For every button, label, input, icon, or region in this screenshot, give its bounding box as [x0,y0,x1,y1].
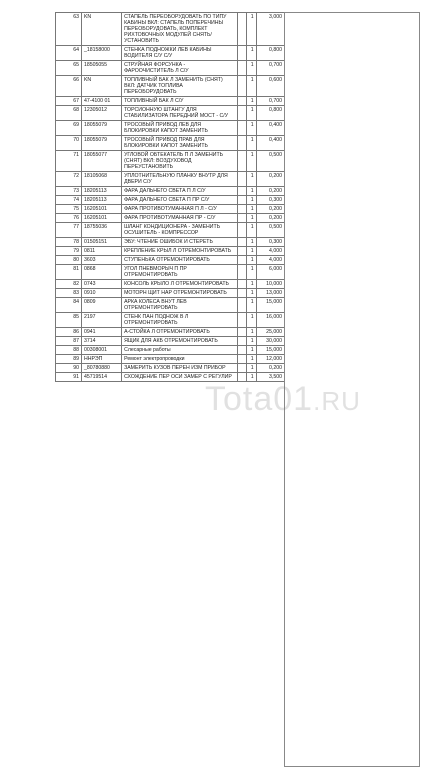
row-number: 81 [56,265,82,280]
row-empty [237,265,246,280]
row-code: 18755036 [81,223,121,238]
row-name: УГОЛ ПНЕВМОРЫЧ П ПР ОТРЕМОНТИРОВАТЬ [122,265,238,280]
row-amount: 15,000 [256,298,284,313]
row-number: 86 [56,328,82,337]
side-panel [284,12,420,767]
row-quantity: 1 [247,247,256,256]
row-empty [237,337,246,346]
table-row [56,13,285,46]
table-row [56,256,285,265]
row-amount: 0,600 [256,76,284,97]
row-amount: 3,000 [256,13,284,46]
row-name: ФАРА ДАЛЬНЕГО СВЕТА П Л С/У [122,187,238,196]
row-number: 90 [56,364,82,373]
row-empty [237,247,246,256]
row-amount: 30,000 [256,337,284,346]
table-row [56,214,285,223]
row-empty [237,223,246,238]
row-quantity: 1 [247,196,256,205]
row-code: 45719514 [81,373,121,382]
row-amount: 16,000 [256,313,284,328]
table-row [56,346,285,355]
row-code: 16205101 [81,205,121,214]
table-row [56,121,285,136]
row-quantity: 1 [247,214,256,223]
row-number: 77 [56,223,82,238]
row-empty [237,280,246,289]
row-code: ННРЭП [81,355,121,364]
row-code: 18055079 [81,121,121,136]
row-code: 3603 [81,256,121,265]
row-empty [237,187,246,196]
table-row [56,106,285,121]
table-row [56,280,285,289]
row-quantity: 1 [247,97,256,106]
row-empty [237,136,246,151]
row-code: 18205113 [81,187,121,196]
row-empty [237,61,246,76]
row-quantity: 1 [247,373,256,382]
row-empty [237,205,246,214]
row-number: 80 [56,256,82,265]
row-name: А-СТОЙКА Л ОТРЕМОНТИРОВАТЬ [122,328,238,337]
row-empty [237,97,246,106]
row-code: 18055079 [81,136,121,151]
row-empty [237,256,246,265]
table-row [56,247,285,256]
row-quantity: 1 [247,289,256,298]
row-code: 0809 [81,298,121,313]
row-quantity: 1 [247,13,256,46]
row-amount: 0,500 [256,223,284,238]
row-name: СТЕНК ПАН ПОДНОЖ В Л ОТРЕМОНТИРОВАТЬ [122,313,238,328]
row-quantity: 1 [247,172,256,187]
row-name: ЯЩИК ДЛЯ АКБ ОТРЕМОНТИРОВАТЬ [122,337,238,346]
row-amount: 0,700 [256,61,284,76]
row-empty [237,355,246,364]
row-number: 76 [56,214,82,223]
row-code: 0743 [81,280,121,289]
row-code: 00308001 [81,346,121,355]
row-quantity: 1 [247,328,256,337]
row-quantity: 1 [247,346,256,355]
row-code: _80780880 [81,364,121,373]
row-amount: 0,200 [256,205,284,214]
row-quantity: 1 [247,46,256,61]
table-row [56,46,285,61]
row-amount: 0,400 [256,136,284,151]
row-empty [237,214,246,223]
table-row [56,76,285,97]
row-code: KN [81,13,121,46]
row-number: 73 [56,187,82,196]
row-code: 0910 [81,289,121,298]
row-code: 18205113 [81,196,121,205]
row-code: 3714 [81,337,121,346]
row-number: 75 [56,205,82,214]
work-order-table [55,12,285,382]
table-row [56,328,285,337]
row-amount: 0,400 [256,121,284,136]
row-name: МОТОРН ЩИТ НАР ОТРЕМОНТИРОВАТЬ [122,289,238,298]
row-name: ТОРСИОННУЮ ШТАНГУ ДЛЯ СТАБИЛИЗАТОРА ПЕРЕДНИЙ МОСТ - С/У [122,106,238,121]
row-quantity: 1 [247,280,256,289]
watermark-text: Tota01 [205,380,314,418]
row-empty [237,13,246,46]
row-quantity: 1 [247,265,256,280]
table-row [56,151,285,172]
row-quantity: 1 [247,238,256,247]
row-name: ШЛАНГ КОНДИЦИОНЕРА - ЗАМЕНИТЬ ОСУШИТЕЛЬ - КОМПРЕССОР [122,223,238,238]
row-empty [237,196,246,205]
row-quantity: 1 [247,298,256,313]
row-name: ТОПЛИВНЫЙ БАК Л С/У [122,97,238,106]
row-name: УГЛОВОЙ ОБТЕКАТЕЛЬ П Л ЗАМЕНИТЬ (СНЯТ) ВКЛ: ВОЗДУХОВОД ПЕРЕУСТАНОВИТЬ [122,151,238,172]
table-row [56,97,285,106]
row-code: 01505151 [81,238,121,247]
row-amount: 0,500 [256,151,284,172]
row-empty [237,364,246,373]
table-row [56,172,285,187]
row-code: KN [81,76,121,97]
table-row [56,196,285,205]
row-code: 18105068 [81,172,121,187]
row-code: 18505055 [81,61,121,76]
row-code: 2197 [81,313,121,328]
row-number: 70 [56,136,82,151]
row-name: СХОЖДЕНИЕ ПЕР ОСИ ЗАМЕР С РЕГУЛИР [122,373,238,382]
table-row [56,61,285,76]
table-row [56,355,285,364]
row-name: ФАРА ПРОТИВОТУМАННАЯ ПР - С/У [122,214,238,223]
row-name: СТУПЕНЬКА ОТРЕМОНТИРОВАТЬ [122,256,238,265]
row-amount: 25,000 [256,328,284,337]
table-row [56,187,285,196]
row-number: 63 [56,13,82,46]
row-amount: 10,000 [256,280,284,289]
table-row [56,298,285,313]
table-row [56,289,285,298]
row-amount: 0,700 [256,97,284,106]
row-quantity: 1 [247,205,256,214]
row-amount: 0,300 [256,238,284,247]
row-empty [237,46,246,61]
row-empty [237,106,246,121]
row-name: Ремонт электропроводки [122,355,238,364]
row-name: КРЕПЛЕНИЕ КРЫЛ Л ОТРЕМОНТИРОВАТЬ [122,247,238,256]
row-number: 72 [56,172,82,187]
row-amount: 4,000 [256,247,284,256]
row-quantity: 1 [247,151,256,172]
row-empty [237,313,246,328]
row-number: 85 [56,313,82,328]
row-number: 67 [56,97,82,106]
row-number: 78 [56,238,82,247]
row-quantity: 1 [247,76,256,97]
row-quantity: 1 [247,364,256,373]
row-amount: 0,200 [256,364,284,373]
row-empty [237,76,246,97]
row-code: 0811 [81,247,121,256]
row-name: ТРОСОВЫЙ ПРИВОД ПРАВ ДЛЯ БЛОКИРОВКИ КАПОТ ЗАМЕНИТЬ [122,136,238,151]
row-number: 66 [56,76,82,97]
row-number: 64 [56,46,82,61]
row-number: 89 [56,355,82,364]
row-amount: 0,800 [256,106,284,121]
table-row [56,364,285,373]
row-number: 69 [56,121,82,136]
row-quantity: 1 [247,337,256,346]
row-number: 87 [56,337,82,346]
table-row [56,223,285,238]
row-quantity: 1 [247,223,256,238]
row-code: 0941 [81,328,121,337]
row-quantity: 1 [247,106,256,121]
row-quantity: 1 [247,136,256,151]
row-empty [237,289,246,298]
row-name: ЭБУ: ЧТЕНИЕ ОШИБОК И СТЕРЕТЬ [122,238,238,247]
row-code: 0868 [81,265,121,280]
row-quantity: 1 [247,187,256,196]
row-empty [237,151,246,172]
row-name: АРКА КОЛЕСА ВНУТ ЛЕВ ОТРЕМОНТИРОВАТЬ [122,298,238,313]
row-number: 91 [56,373,82,382]
row-number: 82 [56,280,82,289]
row-quantity: 1 [247,121,256,136]
row-code: 18055077 [81,151,121,172]
row-quantity: 1 [247,313,256,328]
row-name: СТРУЙНАЯ ФОРСУНКА - ФАРООЧИСТИТЕЛЬ Л С/У [122,61,238,76]
row-code: 47-4100 01 [81,97,121,106]
row-name: СТАПЕЛЬ ПЕРЕОБОРУДОВАТЬ ПО ТИПУ КАБИНЫ ВКЛ: СТАПЕЛЬ ПОПЕРЕЧИНЫ ПЕРЕОБОРУДОВАТЬ, КОМПЛЕКТ РИХТОВОЧНЫХ МОДУЛЕЙ СНЯТЬ/УСТАНОВИТЬ [122,13,238,46]
row-code: _18158000 [81,46,121,61]
row-empty [237,172,246,187]
row-empty [237,346,246,355]
row-name: ЗАМЕРИТЬ КУЗОВ ПЕРЕН ИЗМ ПРИБОР [122,364,238,373]
row-number: 74 [56,196,82,205]
row-number: 88 [56,346,82,355]
table-row [56,313,285,328]
row-number: 68 [56,106,82,121]
row-number: 65 [56,61,82,76]
row-empty [237,298,246,313]
row-amount: 0,800 [256,46,284,61]
table-row [56,373,285,382]
row-name: КОНСОЛЬ КРЫЛО Л ОТРЕМОНТИРОВАТЬ [122,280,238,289]
row-amount: 12,000 [256,355,284,364]
row-name: ТОПЛИВНЫЙ БАК Л ЗАМЕНИТЬ (СНЯТ) ВКЛ: ДАТЧИК ТОПЛИВА ПЕРЕОБОРУДОВАТЬ [122,76,238,97]
row-number: 83 [56,289,82,298]
row-code: 16205101 [81,214,121,223]
table-row [56,337,285,346]
row-amount: 0,200 [256,172,284,187]
row-number: 71 [56,151,82,172]
row-empty [237,238,246,247]
watermark-domain: .RU [313,386,361,416]
row-amount: 6,000 [256,265,284,280]
row-quantity: 1 [247,61,256,76]
row-amount: 15,000 [256,346,284,355]
row-name: УПЛОТНИТЕЛЬНУЮ ПЛАНКУ ВНУТР ДЛЯ ДВЕРИ С/У [122,172,238,187]
row-amount: 0,300 [256,196,284,205]
row-number: 84 [56,298,82,313]
row-code: 12305012 [81,106,121,121]
table-row [56,265,285,280]
row-quantity: 1 [247,355,256,364]
table-row [56,238,285,247]
row-amount: 0,200 [256,187,284,196]
row-name: ТРОСОВЫЙ ПРИВОД ЛЕВ ДЛЯ БЛОКИРОВКИ КАПОТ ЗАМЕНИТЬ [122,121,238,136]
table-row [56,205,285,214]
row-empty [237,328,246,337]
table-row [56,136,285,151]
row-number: 79 [56,247,82,256]
row-name: Слесарные работы [122,346,238,355]
row-amount: 3,500 [256,373,284,382]
row-empty [237,121,246,136]
row-name: ФАРА ДАЛЬНЕГО СВЕТА П ПР С/У [122,196,238,205]
table-body [56,13,285,382]
row-amount: 0,200 [256,214,284,223]
row-amount: 4,000 [256,256,284,265]
row-amount: 13,000 [256,289,284,298]
row-empty [237,373,246,382]
row-quantity: 1 [247,256,256,265]
row-name: СТЕНКА ПОДНОЖКИ ЛЕВ КАБИНЫ ВОДИТЕЛЯ С/У С/У [122,46,238,61]
row-name: ФАРА ПРОТИВОТУМАННАЯ П Л - С/У [122,205,238,214]
